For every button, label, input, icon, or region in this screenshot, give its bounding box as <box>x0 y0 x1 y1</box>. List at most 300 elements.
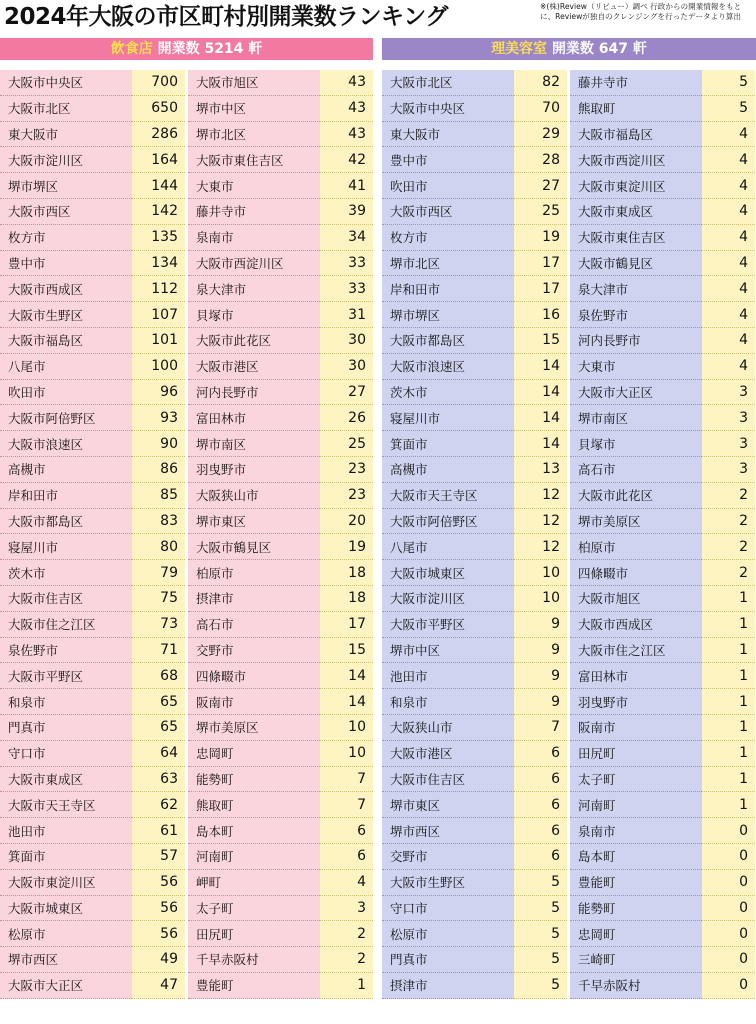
opening-count: 65 <box>132 689 185 715</box>
municipality-name: 田尻町 <box>570 741 702 767</box>
opening-count: 43 <box>320 96 373 122</box>
opening-count: 70 <box>514 96 567 122</box>
municipality-name: 大阪市港区 <box>188 354 320 380</box>
table-row <box>0 96 185 122</box>
opening-count: 6 <box>514 818 567 844</box>
municipality-name: 千早赤阪村 <box>188 947 320 973</box>
table-row <box>382 457 567 483</box>
opening-count: 1 <box>702 689 755 715</box>
municipality-name: 柏原市 <box>570 534 702 560</box>
municipality-name: 大阪市東住吉区 <box>570 225 702 251</box>
municipality-name: 泉大津市 <box>570 276 702 302</box>
municipality-name: 大阪市旭区 <box>188 70 320 96</box>
table-row <box>382 638 567 664</box>
municipality-name: 大阪市東成区 <box>0 767 132 793</box>
table-row <box>0 302 185 328</box>
table-row <box>570 947 755 973</box>
municipality-name: 堺市堺区 <box>0 173 132 199</box>
food-count-label: 開業数 5214 軒 <box>157 41 263 57</box>
ranking-column <box>0 70 185 1000</box>
opening-count: 5 <box>514 896 567 922</box>
opening-count: 20 <box>320 509 373 535</box>
table-row <box>570 818 755 844</box>
opening-count: 49 <box>132 947 185 973</box>
municipality-name: 大阪市中央区 <box>382 96 514 122</box>
opening-count: 3 <box>702 431 755 457</box>
table-row <box>0 638 185 664</box>
table-row <box>188 715 373 741</box>
table-row <box>570 276 755 302</box>
opening-count: 6 <box>514 792 567 818</box>
opening-count: 19 <box>514 225 567 251</box>
municipality-name: 泉南市 <box>570 818 702 844</box>
opening-count: 82 <box>514 70 567 96</box>
opening-count: 9 <box>514 689 567 715</box>
municipality-name: 藤井寺市 <box>570 70 702 96</box>
municipality-name: 河内長野市 <box>188 380 320 406</box>
opening-count: 1 <box>702 767 755 793</box>
opening-count: 71 <box>132 638 185 664</box>
municipality-name: 大阪市阿倍野区 <box>382 509 514 535</box>
municipality-name: 阪南市 <box>570 715 702 741</box>
table-row <box>570 509 755 535</box>
beauty-count-label: 開業数 647 軒 <box>551 41 647 57</box>
municipality-name: 交野市 <box>382 844 514 870</box>
municipality-name: 八尾市 <box>0 354 132 380</box>
opening-count: 0 <box>702 870 755 896</box>
table-row <box>570 612 755 638</box>
opening-count: 3 <box>702 380 755 406</box>
table-row <box>0 354 185 380</box>
table-row <box>0 921 185 947</box>
table-row <box>188 638 373 664</box>
table-row <box>0 225 185 251</box>
opening-count: 90 <box>132 431 185 457</box>
opening-count: 33 <box>320 251 373 277</box>
food-header <box>0 38 373 60</box>
table-row <box>188 973 373 999</box>
table-row <box>570 380 755 406</box>
municipality-name: 泉大津市 <box>188 276 320 302</box>
municipality-name: 高石市 <box>188 612 320 638</box>
municipality-name: 茨木市 <box>0 560 132 586</box>
municipality-name: 堺市西区 <box>0 947 132 973</box>
table-row <box>188 199 373 225</box>
table-row <box>382 199 567 225</box>
opening-count: 650 <box>132 96 185 122</box>
municipality-name: 堺市堺区 <box>382 302 514 328</box>
opening-count: 15 <box>514 328 567 354</box>
table-row <box>382 792 567 818</box>
opening-count: 10 <box>320 741 373 767</box>
municipality-name: 豊能町 <box>188 973 320 999</box>
table-row <box>188 792 373 818</box>
opening-count: 42 <box>320 147 373 173</box>
opening-count: 39 <box>320 199 373 225</box>
municipality-name: 大阪市此花区 <box>570 483 702 509</box>
municipality-name: 羽曳野市 <box>188 457 320 483</box>
table-row <box>0 741 185 767</box>
municipality-name: 大阪市浪速区 <box>382 354 514 380</box>
table-row <box>382 560 567 586</box>
opening-count: 26 <box>320 405 373 431</box>
table-row <box>570 302 755 328</box>
opening-count: 79 <box>132 560 185 586</box>
opening-count: 14 <box>320 663 373 689</box>
table-row <box>382 405 567 431</box>
ranking-column <box>570 70 755 1000</box>
table-row <box>188 896 373 922</box>
table-row <box>0 663 185 689</box>
municipality-name: 堺市東区 <box>382 792 514 818</box>
table-row <box>570 921 755 947</box>
municipality-name: 茨木市 <box>382 380 514 406</box>
municipality-name: 岸和田市 <box>382 276 514 302</box>
opening-count: 101 <box>132 328 185 354</box>
municipality-name: 和泉市 <box>0 689 132 715</box>
table-row <box>188 844 373 870</box>
opening-count: 4 <box>320 870 373 896</box>
table-row <box>382 276 567 302</box>
municipality-name: 堺市美原区 <box>188 715 320 741</box>
table-row <box>570 586 755 612</box>
opening-count: 83 <box>132 509 185 535</box>
table-row <box>188 251 373 277</box>
opening-count: 47 <box>132 973 185 999</box>
opening-count: 1 <box>702 612 755 638</box>
opening-count: 286 <box>132 122 185 148</box>
table-row <box>188 276 373 302</box>
municipality-name: 岸和田市 <box>0 483 132 509</box>
opening-count: 96 <box>132 380 185 406</box>
table-row <box>188 947 373 973</box>
table-row <box>382 225 567 251</box>
table-row <box>188 96 373 122</box>
opening-count: 33 <box>320 276 373 302</box>
opening-count: 25 <box>514 199 567 225</box>
table-row <box>570 896 755 922</box>
table-row <box>382 328 567 354</box>
municipality-name: 吹田市 <box>0 380 132 406</box>
opening-count: 4 <box>702 276 755 302</box>
table-row <box>0 896 185 922</box>
opening-count: 14 <box>514 405 567 431</box>
opening-count: 43 <box>320 122 373 148</box>
table-row <box>382 689 567 715</box>
opening-count: 4 <box>702 199 755 225</box>
opening-count: 17 <box>320 612 373 638</box>
table-row <box>570 560 755 586</box>
table-row <box>0 405 185 431</box>
table-row <box>382 612 567 638</box>
table-row <box>0 147 185 173</box>
opening-count: 7 <box>320 792 373 818</box>
opening-count: 2 <box>702 560 755 586</box>
ranking-column <box>188 70 373 1000</box>
municipality-name: 大阪市鶴見区 <box>570 251 702 277</box>
table-row <box>188 818 373 844</box>
table-row <box>382 715 567 741</box>
opening-count: 5 <box>514 947 567 973</box>
table-row <box>188 173 373 199</box>
municipality-name: 大阪市住吉区 <box>0 586 132 612</box>
opening-count: 112 <box>132 276 185 302</box>
municipality-name: 大阪市住之江区 <box>570 638 702 664</box>
municipality-name: 高槻市 <box>382 457 514 483</box>
municipality-name: 泉南市 <box>188 225 320 251</box>
opening-count: 31 <box>320 302 373 328</box>
table-row <box>188 328 373 354</box>
opening-count: 16 <box>514 302 567 328</box>
municipality-name: 藤井寺市 <box>188 199 320 225</box>
municipality-name: 太子町 <box>188 896 320 922</box>
opening-count: 14 <box>514 354 567 380</box>
municipality-name: 東大阪市 <box>382 122 514 148</box>
municipality-name: 熊取町 <box>570 96 702 122</box>
table-row <box>188 689 373 715</box>
municipality-name: 熊取町 <box>188 792 320 818</box>
municipality-name: 豊中市 <box>382 147 514 173</box>
opening-count: 144 <box>132 173 185 199</box>
table-row <box>382 380 567 406</box>
table-row <box>570 96 755 122</box>
opening-count: 4 <box>702 122 755 148</box>
municipality-name: 箕面市 <box>0 844 132 870</box>
municipality-name: 大東市 <box>188 173 320 199</box>
municipality-name: 東大阪市 <box>0 122 132 148</box>
municipality-name: 大阪市淀川区 <box>0 147 132 173</box>
municipality-name: 寝屋川市 <box>382 405 514 431</box>
municipality-name: 大阪市生野区 <box>382 870 514 896</box>
table-row <box>188 612 373 638</box>
table-row <box>0 792 185 818</box>
municipality-name: 大阪狭山市 <box>188 483 320 509</box>
opening-count: 7 <box>514 715 567 741</box>
opening-count: 4 <box>702 225 755 251</box>
municipality-name: 枚方市 <box>0 225 132 251</box>
table-row <box>570 431 755 457</box>
table-row <box>382 251 567 277</box>
table-row <box>382 767 567 793</box>
table-row <box>570 663 755 689</box>
opening-count: 1 <box>702 586 755 612</box>
table-row <box>0 870 185 896</box>
municipality-name: 島本町 <box>570 844 702 870</box>
table-row <box>0 534 185 560</box>
table-row <box>570 457 755 483</box>
municipality-name: 吹田市 <box>382 173 514 199</box>
municipality-name: 大阪市大正区 <box>0 973 132 999</box>
opening-count: 10 <box>514 560 567 586</box>
table-row <box>188 354 373 380</box>
opening-count: 9 <box>514 612 567 638</box>
table-row <box>570 354 755 380</box>
municipality-name: 大阪市大正区 <box>570 380 702 406</box>
opening-count: 65 <box>132 715 185 741</box>
opening-count: 73 <box>132 612 185 638</box>
table-row <box>0 199 185 225</box>
opening-count: 68 <box>132 663 185 689</box>
table-row <box>382 586 567 612</box>
opening-count: 4 <box>702 354 755 380</box>
table-row <box>0 431 185 457</box>
opening-count: 41 <box>320 173 373 199</box>
ranking-column <box>382 70 567 1000</box>
municipality-name: 忠岡町 <box>570 921 702 947</box>
table-row <box>0 380 185 406</box>
opening-count: 4 <box>702 173 755 199</box>
municipality-name: 岬町 <box>188 870 320 896</box>
table-row <box>570 689 755 715</box>
table-row <box>382 122 567 148</box>
opening-count: 134 <box>132 251 185 277</box>
municipality-name: 堺市中区 <box>188 96 320 122</box>
municipality-name: 大阪市此花区 <box>188 328 320 354</box>
municipality-name: 箕面市 <box>382 431 514 457</box>
opening-count: 56 <box>132 921 185 947</box>
municipality-name: 大阪市中央区 <box>0 70 132 96</box>
municipality-name: 阪南市 <box>188 689 320 715</box>
opening-count: 62 <box>132 792 185 818</box>
opening-count: 5 <box>702 70 755 96</box>
opening-count: 27 <box>320 380 373 406</box>
municipality-name: 門真市 <box>0 715 132 741</box>
opening-count: 1 <box>702 792 755 818</box>
table-row <box>570 199 755 225</box>
municipality-name: 河南町 <box>188 844 320 870</box>
municipality-name: 大阪市天王寺区 <box>0 792 132 818</box>
opening-count: 2 <box>320 921 373 947</box>
opening-count: 14 <box>514 380 567 406</box>
municipality-name: 大阪市城東区 <box>0 896 132 922</box>
opening-count: 3 <box>702 405 755 431</box>
opening-count: 27 <box>514 173 567 199</box>
municipality-name: 田尻町 <box>188 921 320 947</box>
table-row <box>570 715 755 741</box>
opening-count: 135 <box>132 225 185 251</box>
opening-count: 14 <box>514 431 567 457</box>
municipality-name: 堺市西区 <box>382 818 514 844</box>
table-row <box>382 509 567 535</box>
table-row <box>570 534 755 560</box>
opening-count: 17 <box>514 276 567 302</box>
municipality-name: 能勢町 <box>570 896 702 922</box>
table-row <box>188 767 373 793</box>
municipality-name: 大阪市北区 <box>0 96 132 122</box>
municipality-name: 大阪市北区 <box>382 70 514 96</box>
opening-count: 2 <box>320 947 373 973</box>
opening-count: 56 <box>132 870 185 896</box>
table-row <box>188 509 373 535</box>
municipality-name: 堺市美原区 <box>570 509 702 535</box>
table-row <box>0 844 185 870</box>
municipality-name: 堺市中区 <box>382 638 514 664</box>
municipality-name: 寝屋川市 <box>0 534 132 560</box>
beauty-ranking-table <box>382 70 756 1000</box>
opening-count: 6 <box>320 844 373 870</box>
opening-count: 13 <box>514 457 567 483</box>
municipality-name: 大阪狭山市 <box>382 715 514 741</box>
opening-count: 23 <box>320 457 373 483</box>
opening-count: 12 <box>514 483 567 509</box>
municipality-name: 和泉市 <box>382 689 514 715</box>
table-row <box>188 534 373 560</box>
opening-count: 2 <box>702 483 755 509</box>
table-row <box>382 70 567 96</box>
municipality-name: 千早赤阪村 <box>570 973 702 999</box>
table-row <box>188 921 373 947</box>
opening-count: 5 <box>514 921 567 947</box>
opening-count: 17 <box>514 251 567 277</box>
opening-count: 4 <box>702 328 755 354</box>
table-row <box>0 560 185 586</box>
table-row <box>570 147 755 173</box>
municipality-name: 大阪市都島区 <box>0 509 132 535</box>
table-row <box>0 173 185 199</box>
municipality-name: 大阪市浪速区 <box>0 431 132 457</box>
municipality-name: 堺市東区 <box>188 509 320 535</box>
opening-count: 2 <box>702 534 755 560</box>
opening-count: 700 <box>132 70 185 96</box>
municipality-name: 堺市北区 <box>188 122 320 148</box>
table-row <box>188 405 373 431</box>
opening-count: 80 <box>132 534 185 560</box>
municipality-name: 大阪市港区 <box>382 741 514 767</box>
municipality-name: 交野市 <box>188 638 320 664</box>
municipality-name: 大東市 <box>570 354 702 380</box>
table-row <box>0 612 185 638</box>
opening-count: 23 <box>320 483 373 509</box>
table-row <box>188 302 373 328</box>
opening-count: 6 <box>514 741 567 767</box>
municipality-name: 堺市南区 <box>188 431 320 457</box>
municipality-name: 泉佐野市 <box>0 638 132 664</box>
table-row <box>0 276 185 302</box>
table-row <box>382 96 567 122</box>
table-row <box>570 251 755 277</box>
beauty-category-label: 理美容室 <box>491 41 548 57</box>
opening-count: 18 <box>320 560 373 586</box>
table-row <box>570 405 755 431</box>
opening-count: 1 <box>702 715 755 741</box>
table-row <box>382 534 567 560</box>
table-row <box>570 483 755 509</box>
opening-count: 142 <box>132 199 185 225</box>
table-row <box>382 947 567 973</box>
municipality-name: 太子町 <box>570 767 702 793</box>
municipality-name: 堺市南区 <box>570 405 702 431</box>
table-row <box>382 844 567 870</box>
municipality-name: 四條畷市 <box>570 560 702 586</box>
opening-count: 5 <box>702 96 755 122</box>
municipality-name: 大阪市西成区 <box>570 612 702 638</box>
municipality-name: 大阪市平野区 <box>0 663 132 689</box>
table-row <box>188 122 373 148</box>
opening-count: 1 <box>702 663 755 689</box>
opening-count: 0 <box>702 896 755 922</box>
municipality-name: 大阪市住吉区 <box>382 767 514 793</box>
opening-count: 0 <box>702 921 755 947</box>
table-row <box>382 741 567 767</box>
opening-count: 28 <box>514 147 567 173</box>
municipality-name: 大阪市城東区 <box>382 560 514 586</box>
municipality-name: 大阪市西淀川区 <box>188 251 320 277</box>
table-row <box>570 70 755 96</box>
table-row <box>382 483 567 509</box>
table-row <box>0 251 185 277</box>
municipality-name: 大阪市生野区 <box>0 302 132 328</box>
opening-count: 57 <box>132 844 185 870</box>
